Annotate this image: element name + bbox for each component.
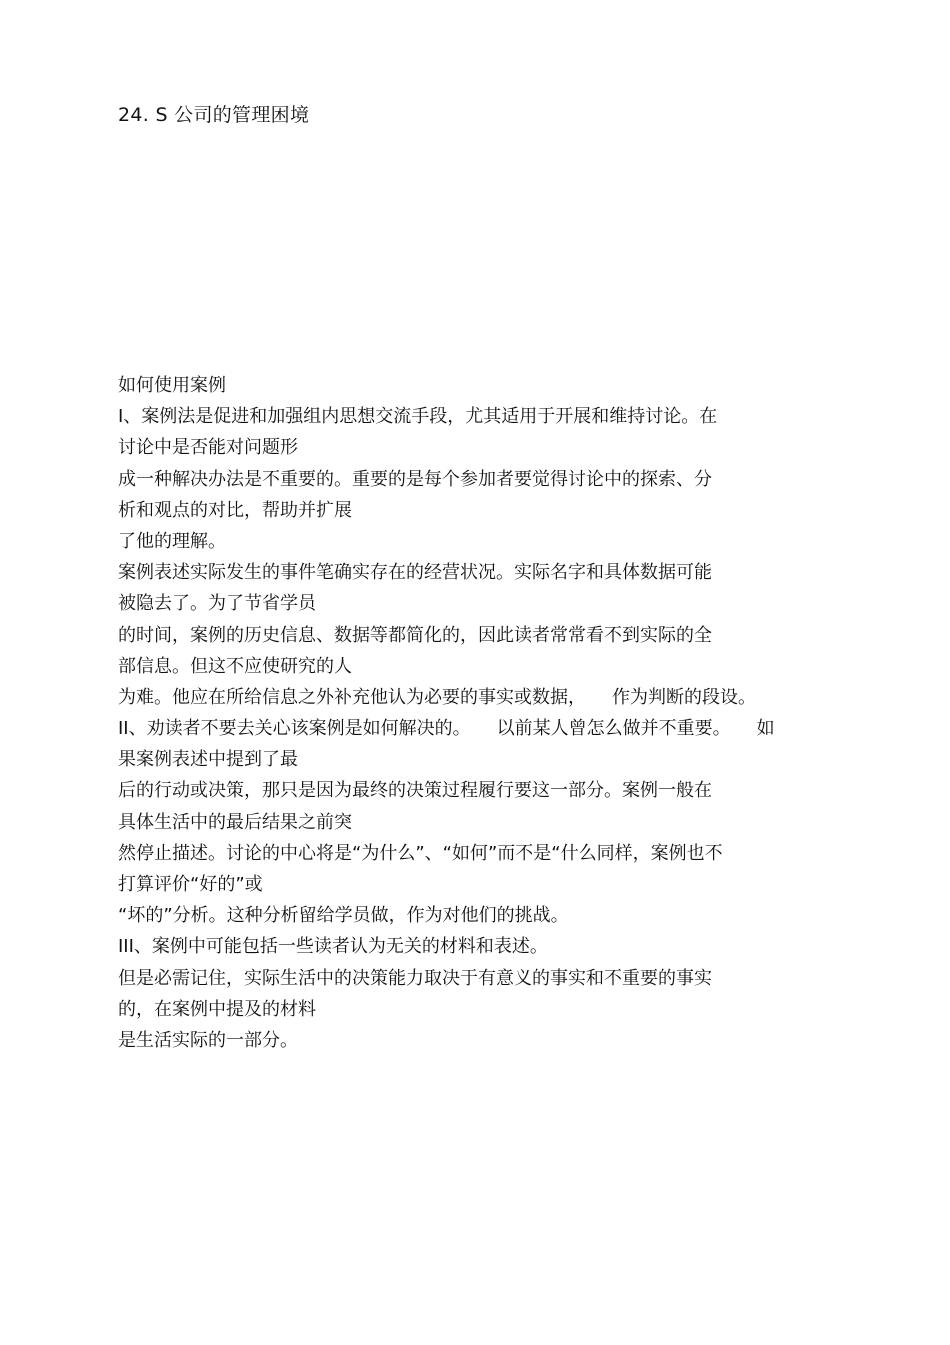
line-segment: 如 <box>756 718 775 740</box>
paragraph-line: “坏的”分析。这种分析留给学员做，作为对他们的挑战。 <box>118 905 569 927</box>
section-heading: 如何使用案例 <box>118 375 226 396</box>
document-body <box>118 370 898 1056</box>
paragraph-line: 后的行动或决策，那只是因为最终的决策过程履行要这一部分。案例一般在 <box>118 780 712 802</box>
document-title: 24. S 公司的管理困境 <box>118 104 310 126</box>
line-segment: II、劝读者不要去关心该案例是如何解决的。 <box>118 718 471 740</box>
paragraph-line: 成一种解决办法是不重要的。重要的是每个参加者要觉得讨论中的探索、分 <box>118 468 712 490</box>
paragraph-line: 了他的理解。 <box>118 530 226 552</box>
paragraph-line: 讨论中是否能对问题形 <box>118 437 298 459</box>
paragraph-line: 具体生活中的最后结果之前突 <box>118 811 352 833</box>
paragraph-line: III、案例中可能包括一些读者认为无关的材料和表述。 <box>118 936 548 958</box>
paragraph-line: 果案例表述中提到了最 <box>118 749 298 771</box>
paragraph-line: 案例表述实际发生的事件笔确实存在的经营状况。实际名字和具体数据可能 <box>118 562 712 584</box>
paragraph-line <box>118 682 898 713</box>
paragraph-line: 析和观点的对比，帮助并扩展 <box>118 499 352 521</box>
paragraph-line: 部信息。但这不应使研究的人 <box>118 655 352 677</box>
line-segment: 作为判断的段设。 <box>612 686 756 708</box>
line-segment: 为难。他应在所给信息之外补充他认为必要的事实或数据， <box>118 686 586 708</box>
paragraph-line: 被隐去了。为了节省学员 <box>118 593 316 615</box>
paragraph-line: 然停止描述。讨论的中心将是“为什么”、“如何”而不是“什么同样，案例也不 <box>118 842 723 864</box>
paragraph-line: 打算评价“好的”或 <box>118 874 263 895</box>
line-segment: 以前某人曾怎么做并不重要。 <box>496 718 731 740</box>
paragraph-line: 但是必需记住，实际生活中的决策能力取决于有意义的事实和不重要的事实 <box>118 967 712 989</box>
paragraph-line <box>118 713 898 744</box>
paragraph-line: I、案例法是促进和加强组内思想交流手段，尤其适用于开展和维持讨论。在 <box>118 406 718 428</box>
paragraph-line: 是生活实际的一部分。 <box>118 1029 298 1051</box>
paragraph-line: 的，在案例中提及的材料 <box>118 998 316 1020</box>
paragraph-line: 的时间，案例的历史信息、数据等都简化的，因此读者常常看不到实际的全 <box>118 624 712 646</box>
